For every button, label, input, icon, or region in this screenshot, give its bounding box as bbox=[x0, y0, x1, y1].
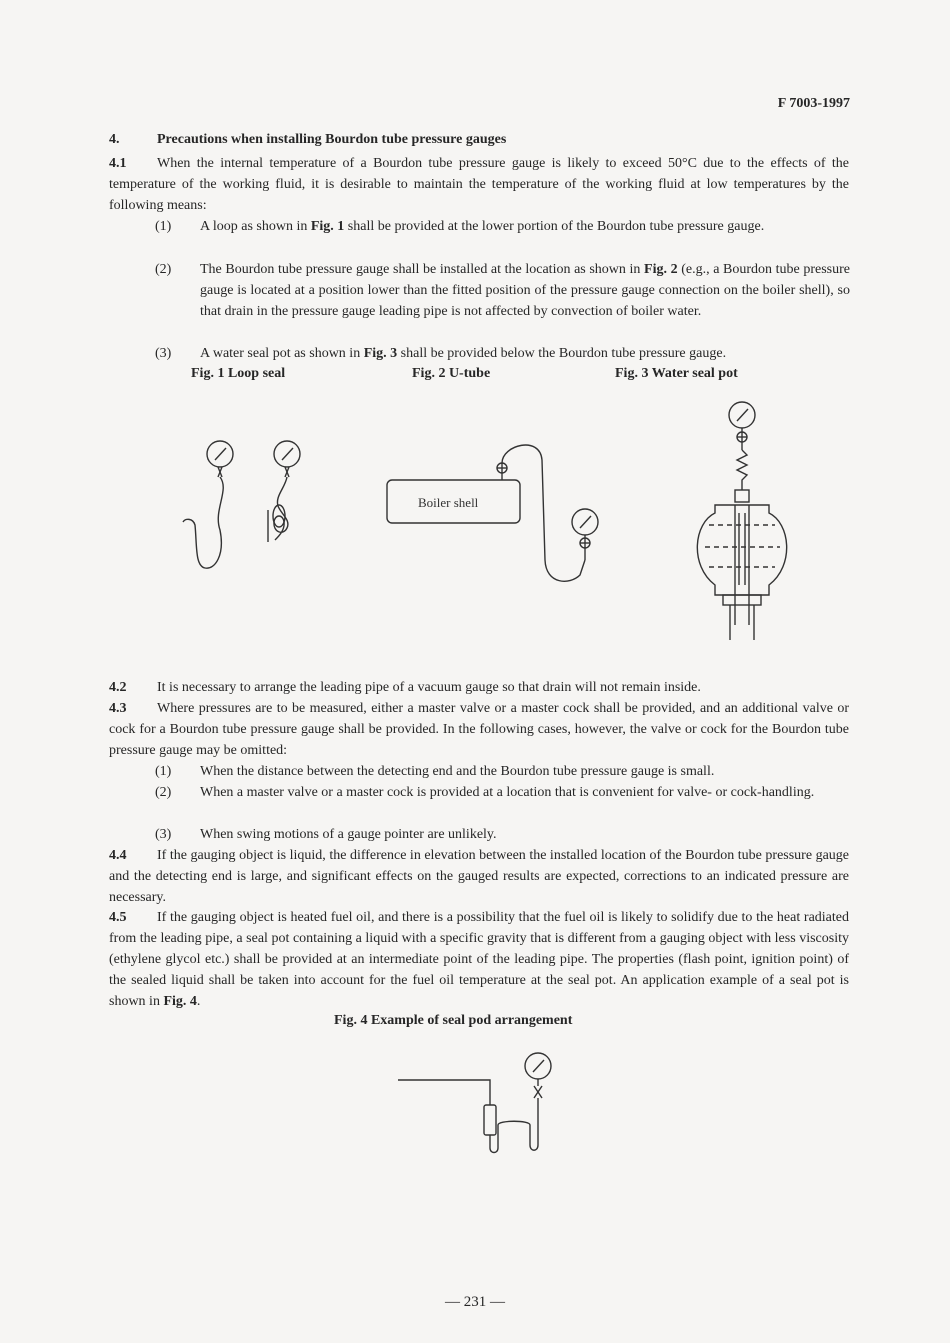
paragraph-number: 4.2 bbox=[109, 680, 127, 695]
list-item-number: (2) bbox=[155, 262, 172, 277]
paragraph-4-5: 4.5 If the gauging object is heated fuel oil, and there is a possibility that the fuel oil is likely to solidify due to the heat radiated from the leading pipe, a seal pot containing a liquid with a specific gravity that is different from a gauging object with less viscosity (ethylene glycol etc.) shall be provided at an intermediate point of the leading pipe. The properties (flash point, ignition point) of the sealed liquid shall be taken into account for the fuel oil temperature at the seal pot. An application example of a seal pot is shown in Fig. 4. bbox=[109, 907, 849, 1012]
list-item: (2) The Bourdon tube pressure gauge shall be installed at the location as shown in Fig. 2 (e.g., a Bourdon tube pressure gauge is located at a position lower than the fitted position of the pressure gauge connection on the boiler shell), so that drain in the pressure gauge leading pipe is not affected by convection of boiler water. bbox=[155, 259, 850, 322]
section-heading bbox=[109, 132, 506, 148]
figure-reference: Fig. 4 bbox=[163, 994, 197, 1009]
fig4-caption: Fig. 4 Example of seal pod arrangement bbox=[334, 1013, 573, 1028]
paragraph-text: Where pressures are to be measured, either a master valve or a master cock shall be provided, and an additional valve or cock for a Bourdon tube pressure gauge shall be provided. In the following cases, however, the valve or cock for the Bourdon tube pressure gauge may be omitted: bbox=[109, 701, 849, 758]
fig3-water-seal-pot-diagram bbox=[695, 395, 805, 650]
document-code: F 7003-1997 bbox=[777, 96, 850, 111]
paragraph-number: 4.5 bbox=[109, 910, 127, 925]
list-item-number: (3) bbox=[155, 827, 172, 842]
fig3-caption: Fig. 3 Water seal pot bbox=[615, 366, 738, 381]
list-item: (1) A loop as shown in Fig. 1 shall be provided at the lower portion of the Bourdon tube pressure gauge. bbox=[155, 216, 850, 237]
section-title: Precautions when installing Bourdon tube pressure gauges bbox=[157, 132, 507, 147]
paragraph-4-3 bbox=[109, 698, 849, 761]
fig4-seal-pot-diagram bbox=[390, 1050, 570, 1160]
paragraph-text: When the internal temperature of a Bourdon tube pressure gauge is likely to exceed 50°C due to the effects of the temperature of the working fluid, it is desirable to maintain the temperature of the working fluid at low temperatures by the following means: bbox=[109, 156, 849, 213]
paragraph-number: 4.4 bbox=[109, 848, 127, 863]
figure-reference: Fig. 1 bbox=[310, 219, 345, 234]
list-item: (1) When the distance between the detecting end and the Bourdon tube pressure gauge is small. bbox=[155, 761, 850, 782]
boiler-shell-label: Boiler shell bbox=[418, 495, 479, 510]
list-item-number: (1) bbox=[155, 219, 172, 234]
page-number: — 231 — bbox=[445, 1294, 505, 1310]
figure-reference: Fig. 3 bbox=[363, 346, 398, 361]
paragraph-4-1 bbox=[109, 153, 849, 216]
paragraph-number: 4.1 bbox=[109, 156, 127, 171]
paragraph-4-2 bbox=[109, 677, 849, 698]
seal-pot bbox=[484, 1105, 496, 1135]
list-item-number: (2) bbox=[155, 785, 172, 800]
fig1-loop-seal-diagram bbox=[175, 430, 325, 580]
list-item: (2) When a master valve or a master cock is provided at a location that is convenient for valve- or cock-handling. bbox=[155, 782, 850, 803]
paragraph-text: It is necessary to arrange the leading pipe of a vacuum gauge so that drain will not remain inside. bbox=[157, 680, 701, 695]
list-item-number: (1) bbox=[155, 764, 172, 779]
fig2-u-tube-diagram bbox=[380, 435, 610, 595]
list-item: (3) When swing motions of a gauge pointer are unlikely. bbox=[155, 824, 850, 845]
figure-reference: Fig. 2 bbox=[644, 262, 678, 277]
paragraph-4-4 bbox=[109, 845, 849, 908]
paragraph-text: If the gauging object is liquid, the difference in elevation between the installed location of the Bourdon tube pressure gauge and the detecting end is large, and significant effects on the gauged results are expected, corrections to an indicated pressure are necessary. bbox=[109, 848, 849, 905]
fig1-caption: Fig. 1 Loop seal bbox=[191, 366, 286, 381]
list-item-number: (3) bbox=[155, 346, 172, 361]
section-number: 4. bbox=[109, 132, 120, 147]
fig2-caption: Fig. 2 U-tube bbox=[412, 366, 491, 381]
list-item: (3) A water seal pot as shown in Fig. 3 shall be provided below the Bourdon tube pressure gauge. bbox=[155, 343, 850, 364]
paragraph-number: 4.3 bbox=[109, 701, 127, 716]
